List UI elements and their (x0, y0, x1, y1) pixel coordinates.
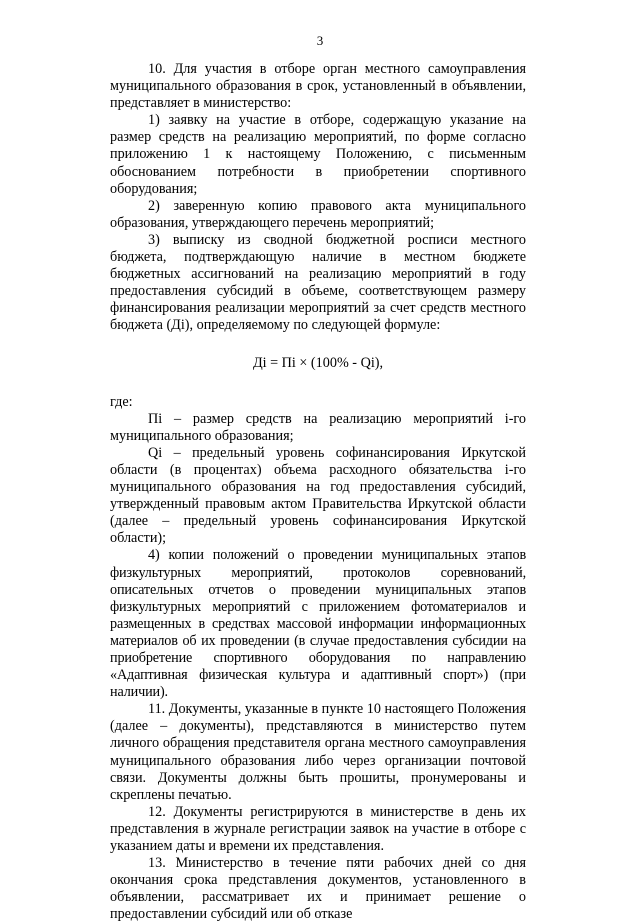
where-label: где: (110, 393, 133, 410)
list-item-3: 3) выписку из сводной бюджетной росписи местного бюджета, подтверждающую наличие в местном бюджете бюджетных ассигнований на реализацию мероприятий в году предоставления субсидий в объеме, соответствующем размеру финансирования реализации мероприятий за счет средств местного бюджета (Дi), определяемому по следующей формуле: (110, 231, 526, 334)
definition-q: Qi – предельный уровень софинансирования Иркутской области (в процентах) объема расходного обязательства i-го муниципального образования на год предоставления субсидий, утвержденный правовым актом Правительства Иркутской области (далее – предельный уровень софинансирования Иркутской области); (110, 444, 526, 547)
list-item-2: 2) заверенную копию правового акта муниципального образования, утверждающего перечень мероприятий; (110, 197, 526, 231)
paragraph-11: 11. Документы, указанные в пункте 10 настоящего Положения (далее – документы), представляются в министерство путем личного обращения представителя органа местного самоуправления муниципального образования либо через организации почтовой связи. Документы должны быть прошиты, пронумерованы и скреплены печатью. (110, 701, 526, 803)
paragraph-13: 13. Министерство в течение пяти рабочих дней со дня окончания срока представления документов, установленного в объявлении, рассматривает их и принимает решение о предоставлении субсидий или об отказе (110, 855, 526, 923)
list-item-1: 1) заявку на участие в отборе, содержащую указание на размер средств на реализацию мероприятий, по форме согласно приложению 1 к настоящему Положению, с письменным обоснованием потребности в приобретении спортивного оборудования; (110, 112, 526, 197)
formula: Дi = Пi × (100% - Qi), (252, 354, 384, 371)
document-body (110, 61, 526, 924)
paragraph-10: 10. Для участия в отборе орган местного самоуправления муниципального образования в срок, установленный в объявлении, представляет в министерство: (110, 61, 526, 112)
paragraph-12: 12. Документы регистрируются в министерстве в день их представления в журнале регистрации заявок на участие в отборе с указанием даты и времени их представления. (110, 803, 526, 855)
page-number: 3 (316, 33, 324, 48)
list-item-4: 4) копии положений о проведении муниципальных этапов физкультурных мероприятий, протоколов соревнований, описательных отчетов о проведении муниципальных этапов физкультурных мероприятий с приложением фотоматериалов и размещенных в средствах массовой информации информационных материалов об их проведении (в случае предоставления субсидии на приобретение спортивного оборудования по направлению «Адаптивная физическая культура и адаптивный спорт») (при наличии). (110, 547, 526, 701)
definition-p: Пi – размер средств на реализацию мероприятий i-го муниципального образования; (110, 410, 526, 444)
